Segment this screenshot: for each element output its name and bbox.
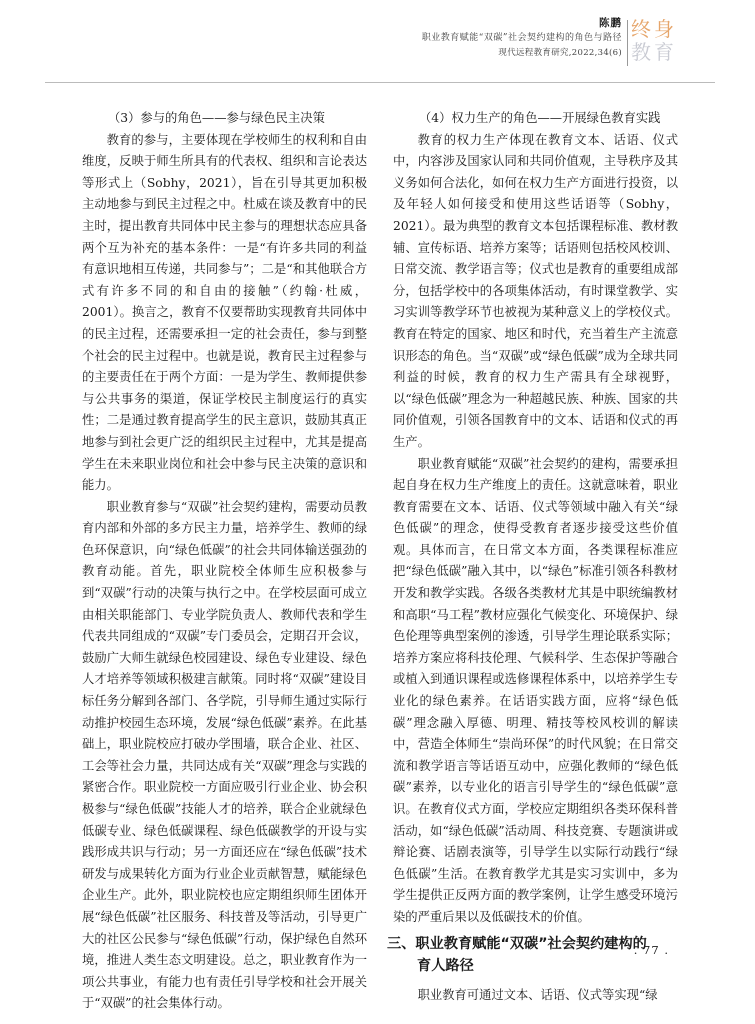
header-citation: 现代远程教育研究,2022,34(6) [498,48,622,58]
subsection-heading-4: （4）权力生产的角色——开展绿色教育实践 [419,111,661,125]
paragraph: 职业教育赋能“双碳”社会契约的建构，需要承担起自身在权力生产维度上的责任。这就意味着，职业教育需要在文本、话语、仪式等领域中融入有关“绿色低碳”的理念，使得受教育者逐步接受这些价值观。具体而言，在日常文本方面，各类课程标准应把“绿色低碳”融入其中，以“绿色”标准引领各科教材开发和教学实践。各级各类教材尤其是中职统编教材和高职“马工程”教材应强化气候变化、环境保护、绿色伦理等典型案例的渗透，引导学生理论联系实际；培养方案应将科技伦理、气候科学、生态保护等融合或植入到通识课程或选修课程体系中，以培养学生专业化的绿色素养。在话语实践方面，应将“绿色低碳”理念融入厚德、明理、精技等校风校训的解读中，营造全体师生“崇尚环保”的时代风貌；在日常交流和教学语言等话语互动中，应强化教师的“绿色低碳”素养，以专业化的语言引导学生的“绿色低碳”意识。在教育仪式方面，学校应定期组织各类环保科普活动，如“绿色低碳”活动周、科技竞赛、专题演讲或辩论赛、话剧表演等，引导学生以实际行动践行“绿色低碳”生活。在教育教学尤其是实习实训中，多为学生提供正反两方面的教学案例，让学生感受环境污染的严重后果以及低碳技术的价值。 [393,456,678,924]
section-heading-line2: 育人路径 [417,957,474,974]
right-column [387,108,678,1006]
subsection-heading-3: （3）参与的角色——参与绿色民主决策 [108,111,325,125]
paragraph: 职业教育可通过文本、话语、仪式等实现“绿 [417,987,658,1002]
paragraph: 教育的权力生产体现在教育文本、话语、仪式中，内容涉及国家认同和共同价值观，主导秩序及其义务如何合法化，如何在权力生产方面进行投资，以及年轻人如何接受和使用这些话语等（Sobhy，2021）。最为典型的教育文本包括课程标准、教材教辅、宣传标语、培养方案等；话语则包括校风校训、日常交流、教学语言等；仪式也是教育的重要组成部分，包括学校中的各项集体活动，有时课堂教学、实习实训等教学环节也被视为某种意义上的学校仪式。教育在特定的国家、地区和时代，充当着生产主流意识形态的角色。当“双碳”或“绿色低碳”成为全球共同利益的时候，教育的权力生产需具有全球视野，以“绿色低碳”理念为一种超越民族、种族、国家的共同价值观，引领各国教育中的文本、话语和仪式的再生产。 [393,132,678,449]
header-divider [627,20,628,66]
running-header [85,16,705,80]
journal-logo [631,18,705,64]
section-heading-line1: 三、职业教育赋能“双碳”社会契约建构的 [387,935,647,952]
header-text [422,16,622,61]
header-rule [45,82,715,83]
left-column [82,108,367,1015]
header-author: 陈鹏 [599,17,622,29]
journal-logo-line2: 教育 [631,40,677,64]
page-number: . 77 . [633,943,669,957]
header-article-title: 职业教育赋能“双碳”社会契约建构的角色与路径 [421,33,622,43]
paragraph: 教育的参与，主要体现在学校师生的权利和自由维度，反映于师生所具有的代表权、组织和言论表达等形式上（Sobhy，2021），旨在引导其更加积极主动地参与到民主过程之中。杜威在谈及教育中的民主时，提出教育共同体中民主参与的理想状态应具备两个互为补充的基本条件：一是“有许多共同的利益有意识地相互传递，共同参与”；二是“和其他联合方式有许多不同的和自由的接触”（约翰·杜威，2001）。换言之，教育不仅要帮助实现教育共同体中的民主过程，还需要承担一定的社会责任，参与到整个社会的民主过程中。也就是说，教育民主过程参与的主要责任在于两个方面：一是为学生、教师提供参与公共事务的渠道，保证学校民主制度运行的真实性；二是通过教育提高学生的民主意识，鼓励其真正地参与到社会更广泛的组织民主过程中，尤其是提高学生在未来职业岗位和社会中参与民主决策的意识和能力。 [82,132,367,493]
journal-logo-line1: 终身 [631,17,677,41]
paragraph: 职业教育参与“双碳”社会契约建构，需要动员教育内部和外部的多方民主力量，培养学生、教师的绿色环保意识，向“绿色低碳”的社会共同体输送强劲的教育动能。首先，职业院校全体师生应积极参与到“双碳”行动的决策与执行之中。在学校层面可成立由相关职能部门、专业学院负责人、教师代表和学生代表共同组成的“双碳”专门委员会，定期召开会议，鼓励广大师生就绿色校园建设、绿色专业建设、绿色人才培养等领域积极建言献策。同时将“双碳”建设目标任务分解到各部门、各学院，引导师生通过实际行动推护校园生态环境，发展“绿色低碳”素养。在此基础上，职业院校应打破办学围墙，联合企业、社区、工会等社会力量，共同达成有关“双碳”理念与实践的紧密合作。职业院校一方面应吸引行业企业、协会积极参与“绿色低碳”技能人才的培养，联合企业就绿色低碳专业、绿色低碳课程、绿色低碳教学的开设与实践形成共识与行动；另一方面还应在“绿色低碳”技术研发与成果转化方面为行业企业贡献智慧，赋能绿色企业生产。此外，职业院校也应定期组织师生团体开展“绿色低碳”社区服务、科技普及等活动，引导更广大的社区公民参与“绿色低碳”行动，保护绿色自然环境，推进人类生态文明建设。总之，职业教育作为一项公共事业，有能力也有责任引导学校和社会开展关于“双碳”的社会集体行动。 [82,499,367,1011]
